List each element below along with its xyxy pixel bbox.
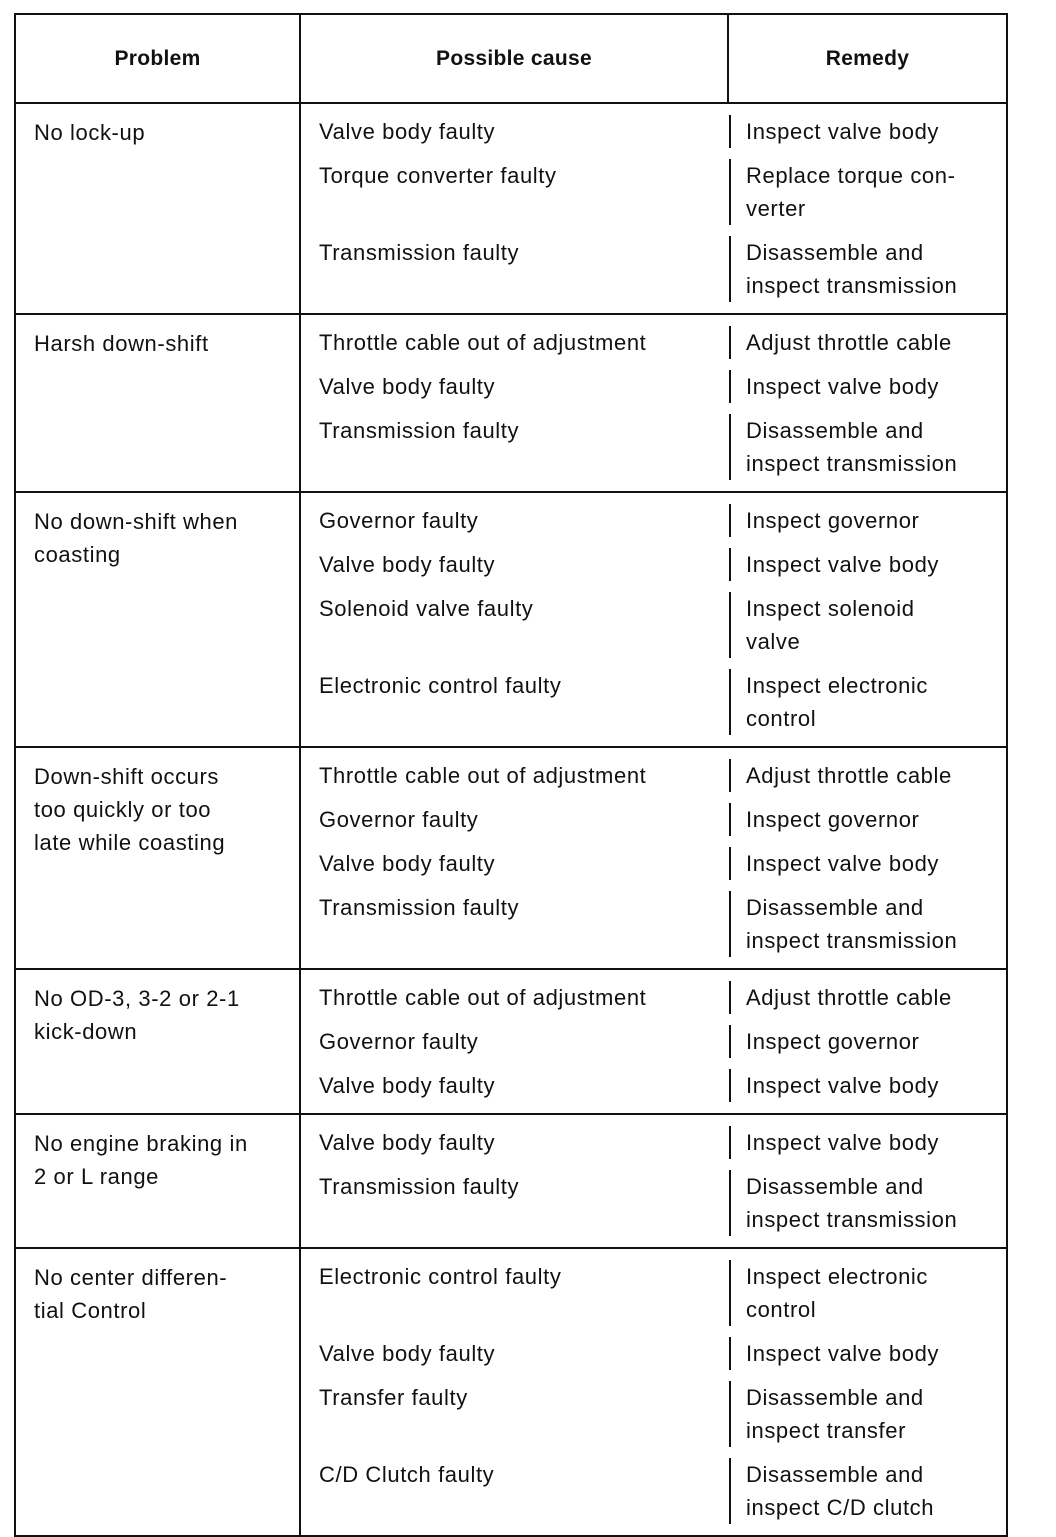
possible-cause-cell: Valve body faulty xyxy=(319,119,496,144)
remedy-text-line: Disassemble and xyxy=(746,1385,924,1410)
table-row xyxy=(301,1458,1006,1524)
table-row xyxy=(301,1381,1006,1447)
problem-text-line: Down-shift occurs xyxy=(34,764,220,789)
possible-cause-cell: Transmission faulty xyxy=(319,240,520,265)
remedy-cell xyxy=(729,759,1006,792)
remedy-cell xyxy=(729,891,1006,957)
remedy-cell xyxy=(729,159,1006,225)
possible-cause-cell: Transmission faulty xyxy=(319,418,520,443)
table-row xyxy=(301,592,1006,658)
header-remedy: Remedy xyxy=(727,15,1006,102)
table-row-group xyxy=(16,493,1006,748)
remedy-text-line: Adjust throttle cable xyxy=(746,985,952,1010)
remedy-text-line: Disassemble and xyxy=(746,1462,924,1487)
possible-cause-cell: Transfer faulty xyxy=(319,1385,468,1410)
table-row xyxy=(301,1170,1006,1236)
remedy-text-line: Inspect valve body xyxy=(746,374,940,399)
remedy-text-line: inspect transfer xyxy=(746,1418,907,1443)
table-row-group xyxy=(16,1249,1006,1535)
problem-text-line: No lock-up xyxy=(34,120,146,145)
problem-cell xyxy=(16,493,299,746)
possible-cause-cell: Throttle cable out of adjustment xyxy=(319,763,647,788)
remedy-cell xyxy=(729,981,1006,1014)
table-row-group xyxy=(16,748,1006,970)
remedy-text-line: inspect transmission xyxy=(746,451,958,476)
problem-text-line: Harsh down-shift xyxy=(34,331,209,356)
remedy-text-line: Inspect valve body xyxy=(746,1130,940,1155)
table-row xyxy=(301,159,1006,225)
possible-cause-cell: Valve body faulty xyxy=(319,1341,496,1366)
table-row xyxy=(301,1337,1006,1370)
table-row xyxy=(301,803,1006,836)
remedy-cell xyxy=(729,1458,1006,1524)
problem-cell xyxy=(16,315,299,491)
table-row xyxy=(301,1025,1006,1058)
header-possible-cause: Possible cause xyxy=(299,15,727,102)
cause-remedy-list xyxy=(299,104,1006,313)
remedy-cell xyxy=(729,1170,1006,1236)
possible-cause-cell: Valve body faulty xyxy=(319,851,496,876)
possible-cause-cell: Governor faulty xyxy=(319,508,479,533)
remedy-text-line: Disassemble and xyxy=(746,240,924,265)
cause-remedy-list xyxy=(299,1249,1006,1535)
possible-cause-cell: Electronic control faulty xyxy=(319,1264,562,1289)
problem-cell xyxy=(16,748,299,968)
remedy-cell xyxy=(729,370,1006,403)
remedy-text-line: Inspect valve body xyxy=(746,851,940,876)
problem-cell xyxy=(16,1115,299,1247)
possible-cause-cell: C/D Clutch faulty xyxy=(319,1462,495,1487)
table-row xyxy=(301,548,1006,581)
header-problem: Problem xyxy=(114,46,201,70)
remedy-text-line: Inspect governor xyxy=(746,508,920,533)
remedy-text-line: Inspect electronic xyxy=(746,673,928,698)
remedy-text-line: inspect transmission xyxy=(746,273,958,298)
remedy-cell xyxy=(729,1381,1006,1447)
table-row-group xyxy=(16,315,1006,493)
cause-remedy-list xyxy=(299,493,1006,746)
table-row-group xyxy=(16,1115,1006,1249)
remedy-cell xyxy=(729,1025,1006,1058)
table-row xyxy=(301,326,1006,359)
possible-cause-cell: Valve body faulty xyxy=(319,1130,496,1155)
problem-text-line: No OD-3, 3-2 or 2-1 xyxy=(34,986,240,1011)
remedy-cell xyxy=(729,1126,1006,1159)
remedy-text-line: Disassemble and xyxy=(746,1174,924,1199)
remedy-text-line: Inspect valve body xyxy=(746,1341,940,1366)
problem-cell xyxy=(16,970,299,1113)
possible-cause-cell: Valve body faulty xyxy=(319,552,496,577)
remedy-text-line: valve xyxy=(746,629,801,654)
problem-text-line: 2 or L range xyxy=(34,1164,160,1189)
table-row xyxy=(301,891,1006,957)
remedy-text-line: Inspect valve body xyxy=(746,1073,940,1098)
remedy-cell xyxy=(729,669,1006,735)
table-row-group xyxy=(16,104,1006,315)
remedy-text-line: Inspect valve body xyxy=(746,119,940,144)
remedy-cell xyxy=(729,236,1006,302)
remedy-text-line: inspect C/D clutch xyxy=(746,1495,935,1520)
table-row xyxy=(301,1126,1006,1159)
table-row-group xyxy=(16,970,1006,1115)
remedy-text-line: Inspect governor xyxy=(746,807,920,832)
problem-text-line: kick-down xyxy=(34,1019,138,1044)
table-row xyxy=(301,115,1006,148)
remedy-text-line: inspect transmission xyxy=(746,928,958,953)
possible-cause-cell: Electronic control faulty xyxy=(319,673,562,698)
possible-cause-cell: Transmission faulty xyxy=(319,1174,520,1199)
remedy-text-line: Adjust throttle cable xyxy=(746,330,952,355)
remedy-text-line: inspect transmission xyxy=(746,1207,958,1232)
table-row xyxy=(301,759,1006,792)
remedy-text-line: Inspect solenoid xyxy=(746,596,915,621)
problem-text-line: coasting xyxy=(34,542,121,567)
problem-text-line: No engine braking in xyxy=(34,1131,248,1156)
problem-text-line: too quickly or too xyxy=(34,797,212,822)
remedy-text-line: Replace torque con- xyxy=(746,163,956,188)
remedy-cell xyxy=(729,847,1006,880)
possible-cause-cell: Throttle cable out of adjustment xyxy=(319,985,647,1010)
remedy-cell xyxy=(729,326,1006,359)
remedy-cell xyxy=(729,803,1006,836)
cause-remedy-list xyxy=(299,1115,1006,1247)
remedy-text-line: Adjust throttle cable xyxy=(746,763,952,788)
remedy-cell xyxy=(729,504,1006,537)
problem-text-line: No center differen- xyxy=(34,1265,228,1290)
problem-cell xyxy=(16,104,299,313)
remedy-text-line: control xyxy=(746,706,817,731)
table-row xyxy=(301,1260,1006,1326)
table-row xyxy=(301,1069,1006,1102)
cause-remedy-list xyxy=(299,748,1006,968)
table-row xyxy=(301,414,1006,480)
remedy-cell xyxy=(729,115,1006,148)
cause-remedy-list xyxy=(299,970,1006,1113)
troubleshooting-table xyxy=(14,13,1008,1537)
remedy-text-line: Disassemble and xyxy=(746,895,924,920)
table-row xyxy=(301,981,1006,1014)
possible-cause-cell: Torque converter faulty xyxy=(319,163,557,188)
possible-cause-cell: Throttle cable out of adjustment xyxy=(319,330,647,355)
remedy-cell xyxy=(729,1337,1006,1370)
possible-cause-cell: Governor faulty xyxy=(319,807,479,832)
table-row xyxy=(301,236,1006,302)
remedy-text-line: Inspect governor xyxy=(746,1029,920,1054)
cause-remedy-list xyxy=(299,315,1006,491)
possible-cause-cell: Valve body faulty xyxy=(319,1073,496,1098)
remedy-text-line: Inspect valve body xyxy=(746,552,940,577)
possible-cause-cell: Transmission faulty xyxy=(319,895,520,920)
remedy-cell xyxy=(729,1260,1006,1326)
problem-text-line: late while coasting xyxy=(34,830,226,855)
table-header xyxy=(16,15,1006,104)
possible-cause-cell: Valve body faulty xyxy=(319,374,496,399)
remedy-cell xyxy=(729,548,1006,581)
table-row xyxy=(301,847,1006,880)
possible-cause-cell: Governor faulty xyxy=(319,1029,479,1054)
problem-cell xyxy=(16,1249,299,1535)
remedy-cell xyxy=(729,1069,1006,1102)
remedy-cell xyxy=(729,592,1006,658)
remedy-text-line: Inspect electronic xyxy=(746,1264,928,1289)
remedy-cell xyxy=(729,414,1006,480)
table-row xyxy=(301,669,1006,735)
table-row xyxy=(301,370,1006,403)
problem-text-line: tial Control xyxy=(34,1298,147,1323)
table-row xyxy=(301,504,1006,537)
remedy-text-line: Disassemble and xyxy=(746,418,924,443)
problem-text-line: No down-shift when xyxy=(34,509,239,534)
remedy-text-line: verter xyxy=(746,196,806,221)
table-body xyxy=(16,104,1006,1535)
possible-cause-cell: Solenoid valve faulty xyxy=(319,596,534,621)
remedy-text-line: control xyxy=(746,1297,817,1322)
